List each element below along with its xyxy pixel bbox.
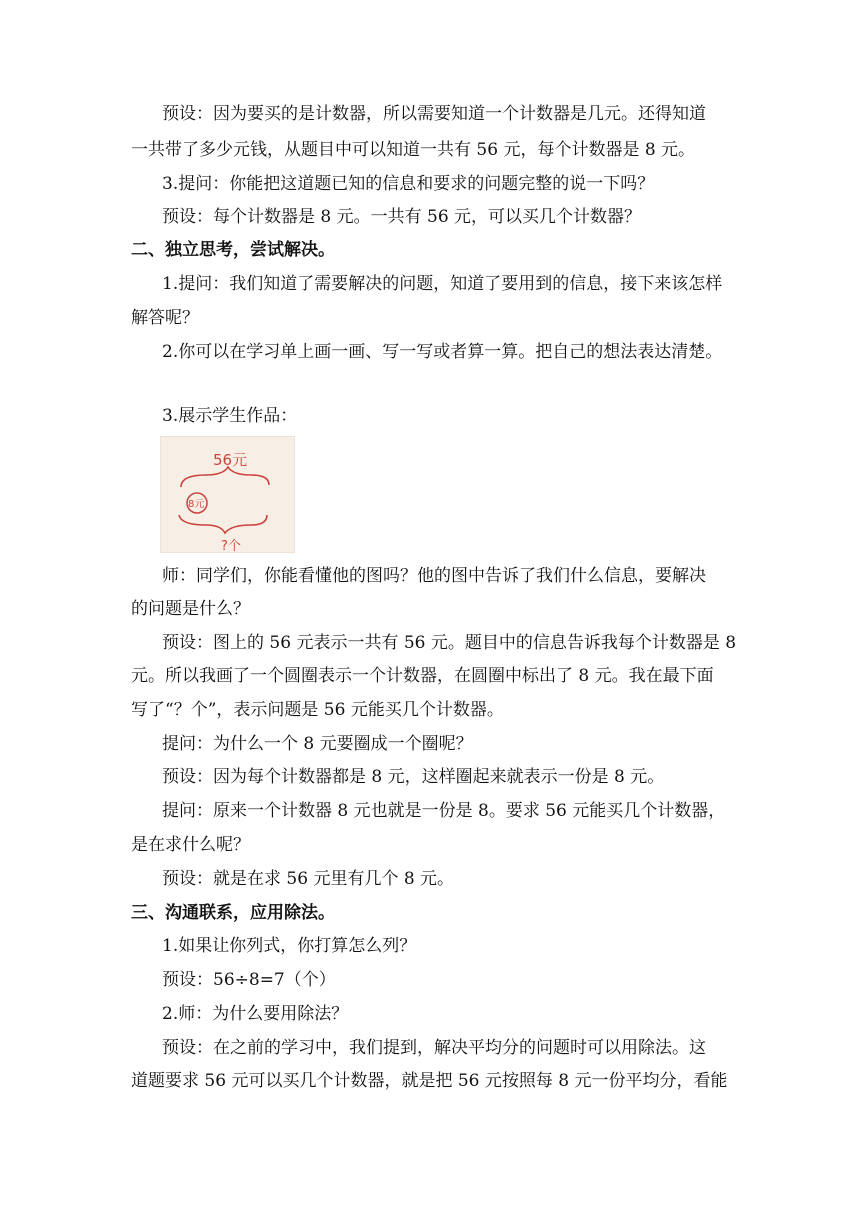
paragraph-line: 预设：因为每个计数器都是 8 元，这样圈起来就表示一份是 8 元。 [162,767,665,787]
student-drawing [161,437,296,554]
paragraph-line: 是在求什么呢？ [131,835,250,855]
paragraph-line: 3.展示学生作品： [162,406,298,426]
paragraph-line: 道题要求 56 元可以买几个计数器，就是把 56 元按照每 8 元一份平均分，看能 [131,1071,728,1091]
paragraph-line: 提问：为什么一个 8 元要圈成一个圈呢？ [162,734,473,754]
paragraph-line: 预设：因为要买的是计数器，所以需要知道一个计数器是几元。还得知道 [162,104,706,124]
paragraph-line: 师：同学们，你能看懂他的图吗？他的图中告诉了我们什么信息，要解决 [162,566,706,586]
top-brace [181,467,269,487]
paragraph-line: 提问：原来一个计数器 8 元也就是一份是 8。要求 56 元能买几个计数器， [162,801,726,821]
paragraph-line: 元。所以我画了一个圆圈表示一个计数器，在圆圈中标出了 8 元。我在最下面 [131,666,714,686]
paragraph-line: 2.你可以在学习单上画一画、写一写或者算一算。把自己的想法表达清楚。 [162,342,723,362]
question-label: ?个 [221,539,241,554]
student-work-image [160,436,295,553]
paragraph-line: 预设：图上的 56 元表示一共有 56 元。题目中的信息告诉我每个计数器是 8 [162,633,737,653]
section-heading: 二、独立思考，尝试解决。 [131,240,335,260]
section-heading: 三、沟通联系，应用除法。 [131,903,335,923]
paragraph-line: 2.师：为什么要用除法？ [162,1004,349,1024]
paragraph-line: 1.提问：我们知道了需要解决的问题，知道了要用到的信息，接下来该怎样 [162,274,723,294]
paragraph-line: 预设：在之前的学习中，我们提到，解决平均分的问题时可以用除法。这 [162,1038,706,1058]
paragraph-line: 的问题是什么？ [131,599,250,619]
paragraph-line: 解答呢？ [131,308,199,328]
paragraph-line: 3.提问：你能把这道题已知的信息和要求的问题完整的说一下吗？ [162,174,655,194]
paragraph-line: 1.如果让你列式，你打算怎么列？ [162,936,417,956]
paragraph-line: 预设：就是在求 56 元里有几个 8 元。 [162,869,455,889]
paragraph-line: 写了“？个”，表示问题是 56 元能买几个计数器。 [131,700,504,720]
paragraph-line: 预设：56÷8=7（个） [162,970,336,990]
bottom-brace [179,515,267,533]
paragraph-line: 一共带了多少元钱，从题目中可以知道一共有 56 元，每个计数器是 8 元。 [131,140,696,160]
unit-label: 8元 [188,499,205,510]
paragraph-line: 预设：每个计数器是 8 元。一共有 56 元，可以买几个计数器？ [162,207,642,227]
total-label: 56元 [213,451,248,469]
